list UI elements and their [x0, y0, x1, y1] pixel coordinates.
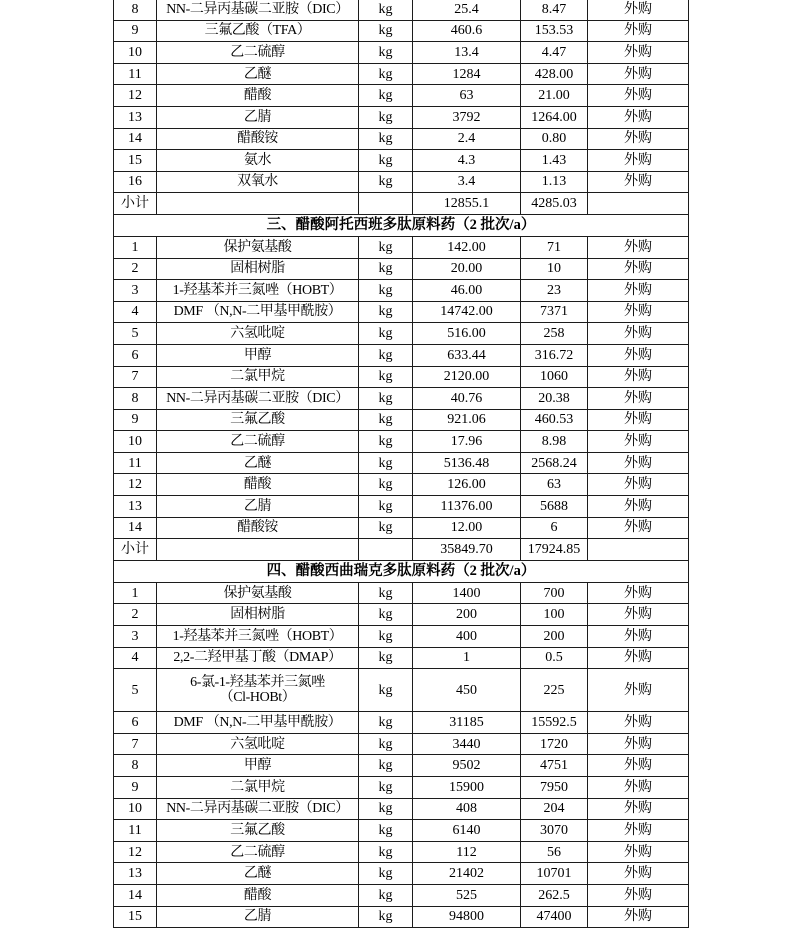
unit-cell: kg — [359, 171, 413, 193]
source-cell: 外购 — [588, 150, 689, 172]
row-number-cell: 14 — [114, 517, 157, 539]
material-name-cell: 六氢吡啶 — [157, 733, 359, 755]
row-number-cell: 9 — [114, 20, 157, 42]
batch-quantity-cell: 258 — [521, 323, 588, 345]
row-number-cell: 13 — [114, 106, 157, 128]
batch-quantity-cell: 17924.85 — [521, 539, 588, 561]
table-row — [114, 669, 689, 712]
batch-quantity-cell: 1264.00 — [521, 106, 588, 128]
batch-quantity-cell: 15592.5 — [521, 712, 588, 734]
table-row — [114, 0, 689, 20]
raw-materials-table — [113, 0, 689, 928]
table-row — [114, 841, 689, 863]
batch-quantity-cell: 428.00 — [521, 63, 588, 85]
unit-cell: kg — [359, 236, 413, 258]
annual-quantity-cell: 921.06 — [413, 409, 521, 431]
table-row — [114, 777, 689, 799]
annual-quantity-cell: 35849.70 — [413, 539, 521, 561]
annual-quantity-cell: 3440 — [413, 733, 521, 755]
material-name-cell: 乙醚 — [157, 863, 359, 885]
batch-quantity-cell: 7371 — [521, 301, 588, 323]
batch-quantity-cell: 4751 — [521, 755, 588, 777]
annual-quantity-cell: 525 — [413, 884, 521, 906]
row-number-cell: 15 — [114, 906, 157, 928]
table-row — [114, 582, 689, 604]
source-cell: 外购 — [588, 841, 689, 863]
source-cell: 外购 — [588, 258, 689, 280]
row-number-cell: 12 — [114, 841, 157, 863]
annual-quantity-cell: 13.4 — [413, 42, 521, 64]
batch-quantity-cell: 20.38 — [521, 388, 588, 410]
material-name-cell: 6-氯-1-羟基苯并三氮唑 （Cl-HOBt） — [157, 669, 359, 712]
annual-quantity-cell: 9502 — [413, 755, 521, 777]
row-number-cell: 10 — [114, 42, 157, 64]
table-row — [114, 301, 689, 323]
material-name-cell: 保护氨基酸 — [157, 236, 359, 258]
batch-quantity-cell: 200 — [521, 626, 588, 648]
section-header-row — [114, 214, 689, 236]
material-name-cell: 乙二硫醇 — [157, 42, 359, 64]
row-number-cell: 9 — [114, 777, 157, 799]
row-number-cell: 7 — [114, 366, 157, 388]
row-number-cell: 1 — [114, 236, 157, 258]
source-cell: 外购 — [588, 474, 689, 496]
source-cell: 外购 — [588, 755, 689, 777]
row-number-cell: 10 — [114, 798, 157, 820]
unit-cell: kg — [359, 388, 413, 410]
batch-quantity-cell: 700 — [521, 582, 588, 604]
table-row — [114, 344, 689, 366]
table-row — [114, 388, 689, 410]
batch-quantity-cell: 5688 — [521, 496, 588, 518]
source-cell: 外购 — [588, 106, 689, 128]
unit-cell: kg — [359, 604, 413, 626]
table-row — [114, 42, 689, 64]
annual-quantity-cell: 142.00 — [413, 236, 521, 258]
annual-quantity-cell: 460.6 — [413, 20, 521, 42]
unit-cell: kg — [359, 626, 413, 648]
table-row — [114, 20, 689, 42]
unit-cell: kg — [359, 906, 413, 928]
annual-quantity-cell: 1284 — [413, 63, 521, 85]
batch-quantity-cell: 262.5 — [521, 884, 588, 906]
unit-cell: kg — [359, 452, 413, 474]
source-cell: 外购 — [588, 452, 689, 474]
source-cell: 外购 — [588, 669, 689, 712]
unit-cell: kg — [359, 820, 413, 842]
annual-quantity-cell: 21402 — [413, 863, 521, 885]
annual-quantity-cell: 450 — [413, 669, 521, 712]
source-cell: 外购 — [588, 42, 689, 64]
batch-quantity-cell: 0.80 — [521, 128, 588, 150]
source-cell: 外购 — [588, 798, 689, 820]
unit-cell: kg — [359, 474, 413, 496]
row-number-cell: 8 — [114, 388, 157, 410]
source-cell: 外购 — [588, 63, 689, 85]
table-row — [114, 884, 689, 906]
annual-quantity-cell: 2.4 — [413, 128, 521, 150]
unit-cell: kg — [359, 323, 413, 345]
source-cell: 外购 — [588, 604, 689, 626]
source-cell: 外购 — [588, 647, 689, 669]
source-cell: 外购 — [588, 733, 689, 755]
table-row — [114, 171, 689, 193]
material-name-cell: 乙腈 — [157, 106, 359, 128]
annual-quantity-cell: 12.00 — [413, 517, 521, 539]
unit-cell: kg — [359, 841, 413, 863]
table-row — [114, 106, 689, 128]
annual-quantity-cell: 4.3 — [413, 150, 521, 172]
table-row — [114, 236, 689, 258]
table-row — [114, 798, 689, 820]
material-name-cell: 六氢吡啶 — [157, 323, 359, 345]
batch-quantity-cell: 47400 — [521, 906, 588, 928]
material-name-cell: 1-羟基苯并三氮唑（HOBT） — [157, 626, 359, 648]
unit-cell: kg — [359, 301, 413, 323]
batch-quantity-cell: 8.98 — [521, 431, 588, 453]
source-cell: 外购 — [588, 323, 689, 345]
section-header-title: 三、醋酸阿托西班多肽原料药（2 批次/a） — [114, 214, 689, 236]
batch-quantity-cell: 10 — [521, 258, 588, 280]
material-name-cell: 乙二硫醇 — [157, 431, 359, 453]
source-cell: 外购 — [588, 517, 689, 539]
batch-quantity-cell: 6 — [521, 517, 588, 539]
subtotal-row — [114, 193, 689, 215]
material-name-cell: NN-二异丙基碳二亚胺（DIC） — [157, 0, 359, 20]
unit-cell: kg — [359, 344, 413, 366]
source-cell: 外购 — [588, 712, 689, 734]
unit-cell: kg — [359, 669, 413, 712]
row-number-cell: 6 — [114, 344, 157, 366]
unit-cell: kg — [359, 777, 413, 799]
batch-quantity-cell: 23 — [521, 280, 588, 302]
row-number-cell: 4 — [114, 647, 157, 669]
source-cell: 外购 — [588, 777, 689, 799]
annual-quantity-cell: 1400 — [413, 582, 521, 604]
material-name-cell: 2,2-二羟甲基丁酸（DMAP） — [157, 647, 359, 669]
source-cell: 外购 — [588, 280, 689, 302]
unit-cell: kg — [359, 63, 413, 85]
row-number-cell: 14 — [114, 884, 157, 906]
source-cell: 外购 — [588, 626, 689, 648]
material-name-cell: 固相树脂 — [157, 258, 359, 280]
subtotal-row — [114, 539, 689, 561]
annual-quantity-cell: 1 — [413, 647, 521, 669]
row-number-cell: 2 — [114, 604, 157, 626]
table-row — [114, 647, 689, 669]
material-name-cell: 醋酸 — [157, 85, 359, 107]
material-name-cell: 乙醚 — [157, 63, 359, 85]
row-number-cell: 小计 — [114, 539, 157, 561]
material-name-cell: 三氟乙酸 — [157, 820, 359, 842]
row-number-cell: 5 — [114, 323, 157, 345]
material-name-cell: 三氟乙酸（TFA） — [157, 20, 359, 42]
row-number-cell: 15 — [114, 150, 157, 172]
row-number-cell: 2 — [114, 258, 157, 280]
source-cell: 外购 — [588, 236, 689, 258]
table-row — [114, 63, 689, 85]
batch-quantity-cell: 204 — [521, 798, 588, 820]
batch-quantity-cell: 7950 — [521, 777, 588, 799]
unit-cell: kg — [359, 647, 413, 669]
source-cell: 外购 — [588, 496, 689, 518]
batch-quantity-cell: 1060 — [521, 366, 588, 388]
annual-quantity-cell: 6140 — [413, 820, 521, 842]
annual-quantity-cell: 2120.00 — [413, 366, 521, 388]
table-row — [114, 712, 689, 734]
material-name-cell: 乙腈 — [157, 906, 359, 928]
row-number-cell: 12 — [114, 85, 157, 107]
annual-quantity-cell: 14742.00 — [413, 301, 521, 323]
source-cell: 外购 — [588, 366, 689, 388]
source-cell: 外购 — [588, 820, 689, 842]
material-name-cell: 三氟乙酸 — [157, 409, 359, 431]
source-cell: 外购 — [588, 884, 689, 906]
table-row — [114, 517, 689, 539]
section-header-row — [114, 560, 689, 582]
section-header-title: 四、醋酸西曲瑞克多肽原料药（2 批次/a） — [114, 560, 689, 582]
source-cell — [588, 193, 689, 215]
batch-quantity-cell: 4285.03 — [521, 193, 588, 215]
batch-quantity-cell: 4.47 — [521, 42, 588, 64]
source-cell: 外购 — [588, 863, 689, 885]
batch-quantity-cell: 153.53 — [521, 20, 588, 42]
row-number-cell: 8 — [114, 0, 157, 20]
unit-cell: kg — [359, 496, 413, 518]
table-row — [114, 452, 689, 474]
unit-cell: kg — [359, 884, 413, 906]
unit-cell: kg — [359, 798, 413, 820]
batch-quantity-cell: 100 — [521, 604, 588, 626]
annual-quantity-cell: 126.00 — [413, 474, 521, 496]
unit-cell: kg — [359, 106, 413, 128]
unit-cell — [359, 193, 413, 215]
material-name-cell: 二氯甲烷 — [157, 366, 359, 388]
row-number-cell: 7 — [114, 733, 157, 755]
source-cell: 外购 — [588, 388, 689, 410]
unit-cell: kg — [359, 280, 413, 302]
annual-quantity-cell: 46.00 — [413, 280, 521, 302]
material-name-cell: 保护氨基酸 — [157, 582, 359, 604]
row-number-cell: 13 — [114, 863, 157, 885]
material-name-cell: 乙醚 — [157, 452, 359, 474]
table-row — [114, 755, 689, 777]
material-name-cell — [157, 539, 359, 561]
material-name-cell: NN-二异丙基碳二亚胺（DIC） — [157, 388, 359, 410]
row-number-cell: 9 — [114, 409, 157, 431]
table-row — [114, 626, 689, 648]
row-number-cell: 11 — [114, 452, 157, 474]
unit-cell: kg — [359, 755, 413, 777]
row-number-cell: 12 — [114, 474, 157, 496]
unit-cell: kg — [359, 0, 413, 20]
row-number-cell: 13 — [114, 496, 157, 518]
annual-quantity-cell: 63 — [413, 85, 521, 107]
material-name-cell: 氨水 — [157, 150, 359, 172]
material-name-cell: 甲醇 — [157, 755, 359, 777]
row-number-cell: 14 — [114, 128, 157, 150]
row-number-cell: 3 — [114, 626, 157, 648]
row-number-cell: 5 — [114, 669, 157, 712]
annual-quantity-cell: 12855.1 — [413, 193, 521, 215]
table-row — [114, 409, 689, 431]
material-name-cell: 固相树脂 — [157, 604, 359, 626]
annual-quantity-cell: 408 — [413, 798, 521, 820]
batch-quantity-cell: 0.5 — [521, 647, 588, 669]
annual-quantity-cell: 112 — [413, 841, 521, 863]
table-row — [114, 906, 689, 928]
batch-quantity-cell: 21.00 — [521, 85, 588, 107]
unit-cell: kg — [359, 258, 413, 280]
unit-cell — [359, 539, 413, 561]
batch-quantity-cell: 1.43 — [521, 150, 588, 172]
material-name-cell: NN-二异丙基碳二亚胺（DIC） — [157, 798, 359, 820]
batch-quantity-cell: 2568.24 — [521, 452, 588, 474]
annual-quantity-cell: 40.76 — [413, 388, 521, 410]
source-cell: 外购 — [588, 344, 689, 366]
annual-quantity-cell: 633.44 — [413, 344, 521, 366]
table-row — [114, 604, 689, 626]
source-cell: 外购 — [588, 906, 689, 928]
batch-quantity-cell: 63 — [521, 474, 588, 496]
table-row — [114, 258, 689, 280]
material-name-cell: 醋酸 — [157, 474, 359, 496]
unit-cell: kg — [359, 863, 413, 885]
source-cell: 外购 — [588, 128, 689, 150]
table-row — [114, 474, 689, 496]
material-name-cell — [157, 193, 359, 215]
row-number-cell: 16 — [114, 171, 157, 193]
source-cell: 外购 — [588, 409, 689, 431]
annual-quantity-cell: 3792 — [413, 106, 521, 128]
row-number-cell: 10 — [114, 431, 157, 453]
annual-quantity-cell: 25.4 — [413, 0, 521, 20]
unit-cell: kg — [359, 712, 413, 734]
annual-quantity-cell: 11376.00 — [413, 496, 521, 518]
source-cell — [588, 539, 689, 561]
batch-quantity-cell: 316.72 — [521, 344, 588, 366]
table-row — [114, 733, 689, 755]
table-row — [114, 150, 689, 172]
row-number-cell: 小计 — [114, 193, 157, 215]
material-name-cell: 乙二硫醇 — [157, 841, 359, 863]
source-cell: 外购 — [588, 431, 689, 453]
table-row — [114, 366, 689, 388]
unit-cell: kg — [359, 733, 413, 755]
annual-quantity-cell: 516.00 — [413, 323, 521, 345]
row-number-cell: 11 — [114, 63, 157, 85]
row-number-cell: 8 — [114, 755, 157, 777]
table-row — [114, 496, 689, 518]
material-name-cell: 甲醇 — [157, 344, 359, 366]
material-name-cell: 醋酸铵 — [157, 517, 359, 539]
material-name-cell: DMF （N,N-二甲基甲酰胺） — [157, 712, 359, 734]
annual-quantity-cell: 5136.48 — [413, 452, 521, 474]
annual-quantity-cell: 94800 — [413, 906, 521, 928]
batch-quantity-cell: 1.13 — [521, 171, 588, 193]
batch-quantity-cell: 71 — [521, 236, 588, 258]
row-number-cell: 11 — [114, 820, 157, 842]
batch-quantity-cell: 460.53 — [521, 409, 588, 431]
unit-cell: kg — [359, 20, 413, 42]
row-number-cell: 3 — [114, 280, 157, 302]
unit-cell: kg — [359, 85, 413, 107]
annual-quantity-cell: 200 — [413, 604, 521, 626]
material-name-cell: DMF （N,N-二甲基甲酰胺） — [157, 301, 359, 323]
material-name-cell: 双氧水 — [157, 171, 359, 193]
table-row — [114, 863, 689, 885]
unit-cell: kg — [359, 128, 413, 150]
batch-quantity-cell: 8.47 — [521, 0, 588, 20]
table-row — [114, 820, 689, 842]
batch-quantity-cell: 225 — [521, 669, 588, 712]
material-name-cell: 二氯甲烷 — [157, 777, 359, 799]
table-row — [114, 431, 689, 453]
annual-quantity-cell: 3.4 — [413, 171, 521, 193]
material-name-cell: 1-羟基苯并三氮唑（HOBT） — [157, 280, 359, 302]
row-number-cell: 4 — [114, 301, 157, 323]
source-cell: 外购 — [588, 582, 689, 604]
batch-quantity-cell: 3070 — [521, 820, 588, 842]
row-number-cell: 6 — [114, 712, 157, 734]
table-row — [114, 85, 689, 107]
unit-cell: kg — [359, 366, 413, 388]
annual-quantity-cell: 17.96 — [413, 431, 521, 453]
batch-quantity-cell: 10701 — [521, 863, 588, 885]
material-name-cell: 醋酸 — [157, 884, 359, 906]
batch-quantity-cell: 1720 — [521, 733, 588, 755]
table-row — [114, 323, 689, 345]
batch-quantity-cell: 56 — [521, 841, 588, 863]
annual-quantity-cell: 15900 — [413, 777, 521, 799]
unit-cell: kg — [359, 150, 413, 172]
row-number-cell: 1 — [114, 582, 157, 604]
source-cell: 外购 — [588, 171, 689, 193]
unit-cell: kg — [359, 517, 413, 539]
source-cell: 外购 — [588, 0, 689, 20]
table-row — [114, 128, 689, 150]
annual-quantity-cell: 20.00 — [413, 258, 521, 280]
unit-cell: kg — [359, 582, 413, 604]
source-cell: 外购 — [588, 85, 689, 107]
unit-cell: kg — [359, 409, 413, 431]
unit-cell: kg — [359, 42, 413, 64]
material-name-cell: 乙腈 — [157, 496, 359, 518]
unit-cell: kg — [359, 431, 413, 453]
annual-quantity-cell: 400 — [413, 626, 521, 648]
table-row — [114, 280, 689, 302]
source-cell: 外购 — [588, 20, 689, 42]
source-cell: 外购 — [588, 301, 689, 323]
annual-quantity-cell: 31185 — [413, 712, 521, 734]
material-name-cell: 醋酸铵 — [157, 128, 359, 150]
